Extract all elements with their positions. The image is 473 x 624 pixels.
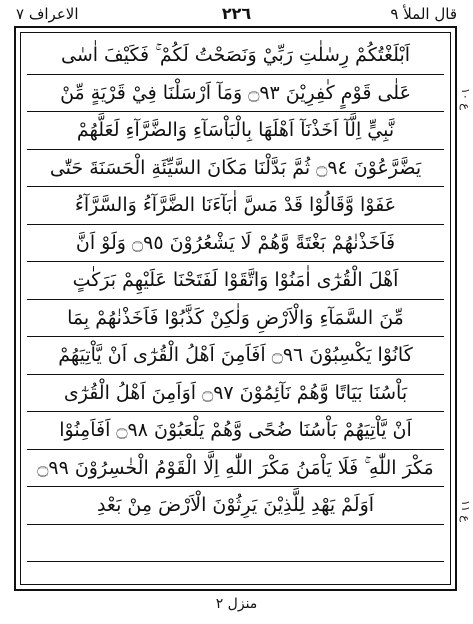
verse-text: عَلٰى قَوْمٍ كٰفِرِيْنَ ۝٩٣ وَمَآ اَرْسَلْنَا فِيْ قَرْيَةٍ مِّنْ <box>60 81 411 104</box>
surah-name: الاعراف ٧ <box>16 5 79 23</box>
verse-text: نَّبِيٍّ اِلَّآ اَخَذْنَآ اَهْلَهَا بِالْبَاْسَآءِ وَالضَّرَّآءِ لَعَلَّهُمْ <box>76 119 395 142</box>
verse-text: اَهْلَ الْقُرٰٓى اٰمَنُوْا وَاتَّقَوْا لَفَتَحْنَا عَلَيْهِمْ بَرَكٰتٍ <box>72 269 399 292</box>
verse-line <box>27 450 444 488</box>
inner-border <box>20 32 451 585</box>
verse-line <box>27 37 444 75</box>
page-border <box>14 26 457 591</box>
verse-line <box>27 300 444 338</box>
manzil-footer: منزل ٢ <box>215 596 258 612</box>
verse-text: اَبْلَغْتُكُمْ رِسٰلٰتِ رَبِّيْ وَنَصَحْتُ لَكُمْ ۚ فَكَيْفَ اٰسٰى <box>60 44 411 67</box>
verse-line <box>27 337 444 375</box>
verse-text: مِّنَ السَّمَآءِ وَالْاَرْضِ وَلٰكِنْ كَذَّبُوْا فَاَخَذْنٰهُمْ بِمَا <box>67 306 404 329</box>
verse-text: اَوَلَمْ يَهْدِ لِلَّذِيْنَ يَرِثُوْنَ الْاَرْضَ مِنْ بَعْدِ <box>96 494 375 517</box>
verse-line <box>27 412 444 450</box>
verse-text: عَفَوْا وَّقَالُوْا قَدْ مَسَّ اٰبَآءَنَا الضَّرَّآءُ وَالسَّرَّآءُ <box>74 194 397 217</box>
verse-text: كَانُوْا يَكْسِبُوْنَ ۝٩٦ اَفَاَمِنَ اَهْلُ الْقُرٰٓى اَنْ يَّاْتِيَهُمْ <box>58 344 413 367</box>
verse-line <box>27 75 444 113</box>
verse-line <box>27 187 444 225</box>
verse-text: اَنْ يَّاْتِيَهُمْ بَاْسُنَا ضُحًى وَّهُمْ يَلْعَبُوْنَ ۝٩٨ اَفَاَمِنُوْا <box>59 419 412 442</box>
juz-name: قال الملأ ٩ <box>390 5 457 23</box>
verse-line <box>27 375 444 413</box>
verse-line <box>27 525 444 563</box>
ruku-marker: ع ١١ <box>459 500 472 522</box>
page-number: ٢٢٦ <box>221 4 252 23</box>
verse-text: مَكْرَ اللّٰهِ ۚ فَلَا يَاْمَنُ مَكْرَ اللّٰهِ اِلَّا الْقَوْمُ الْخٰسِرُوْنَ ۝٩٩ <box>37 456 434 479</box>
verse-line <box>27 150 444 188</box>
verse-line <box>27 562 444 600</box>
verse-line <box>27 262 444 300</box>
verse-text: يَضَّرَّعُوْنَ ۝٩٤ ثُمَّ بَدَّلْنَا مَكَانَ السَّيِّئَةِ الْحَسَنَةَ حَتّٰى <box>49 156 422 179</box>
verse-text: فَاَخَذْنٰهُمْ بَغْتَةً وَّهُمْ لَا يَشْعُرُوْنَ ۝٩٥ وَلَوْ اَنَّ <box>75 231 396 254</box>
verse-line <box>27 112 444 150</box>
ruku-marker: ع ١٠ <box>459 88 472 110</box>
verse-text: بَاْسُنَا بَيَاتًا وَّهُمْ نَآئِمُوْنَ ۝٩٧ اَوَاَمِنَ اَهْلُ الْقُرٰٓى <box>63 381 408 404</box>
verse-line <box>27 225 444 263</box>
page-header <box>14 4 459 24</box>
text-lines <box>27 37 444 580</box>
verse-line <box>27 487 444 525</box>
